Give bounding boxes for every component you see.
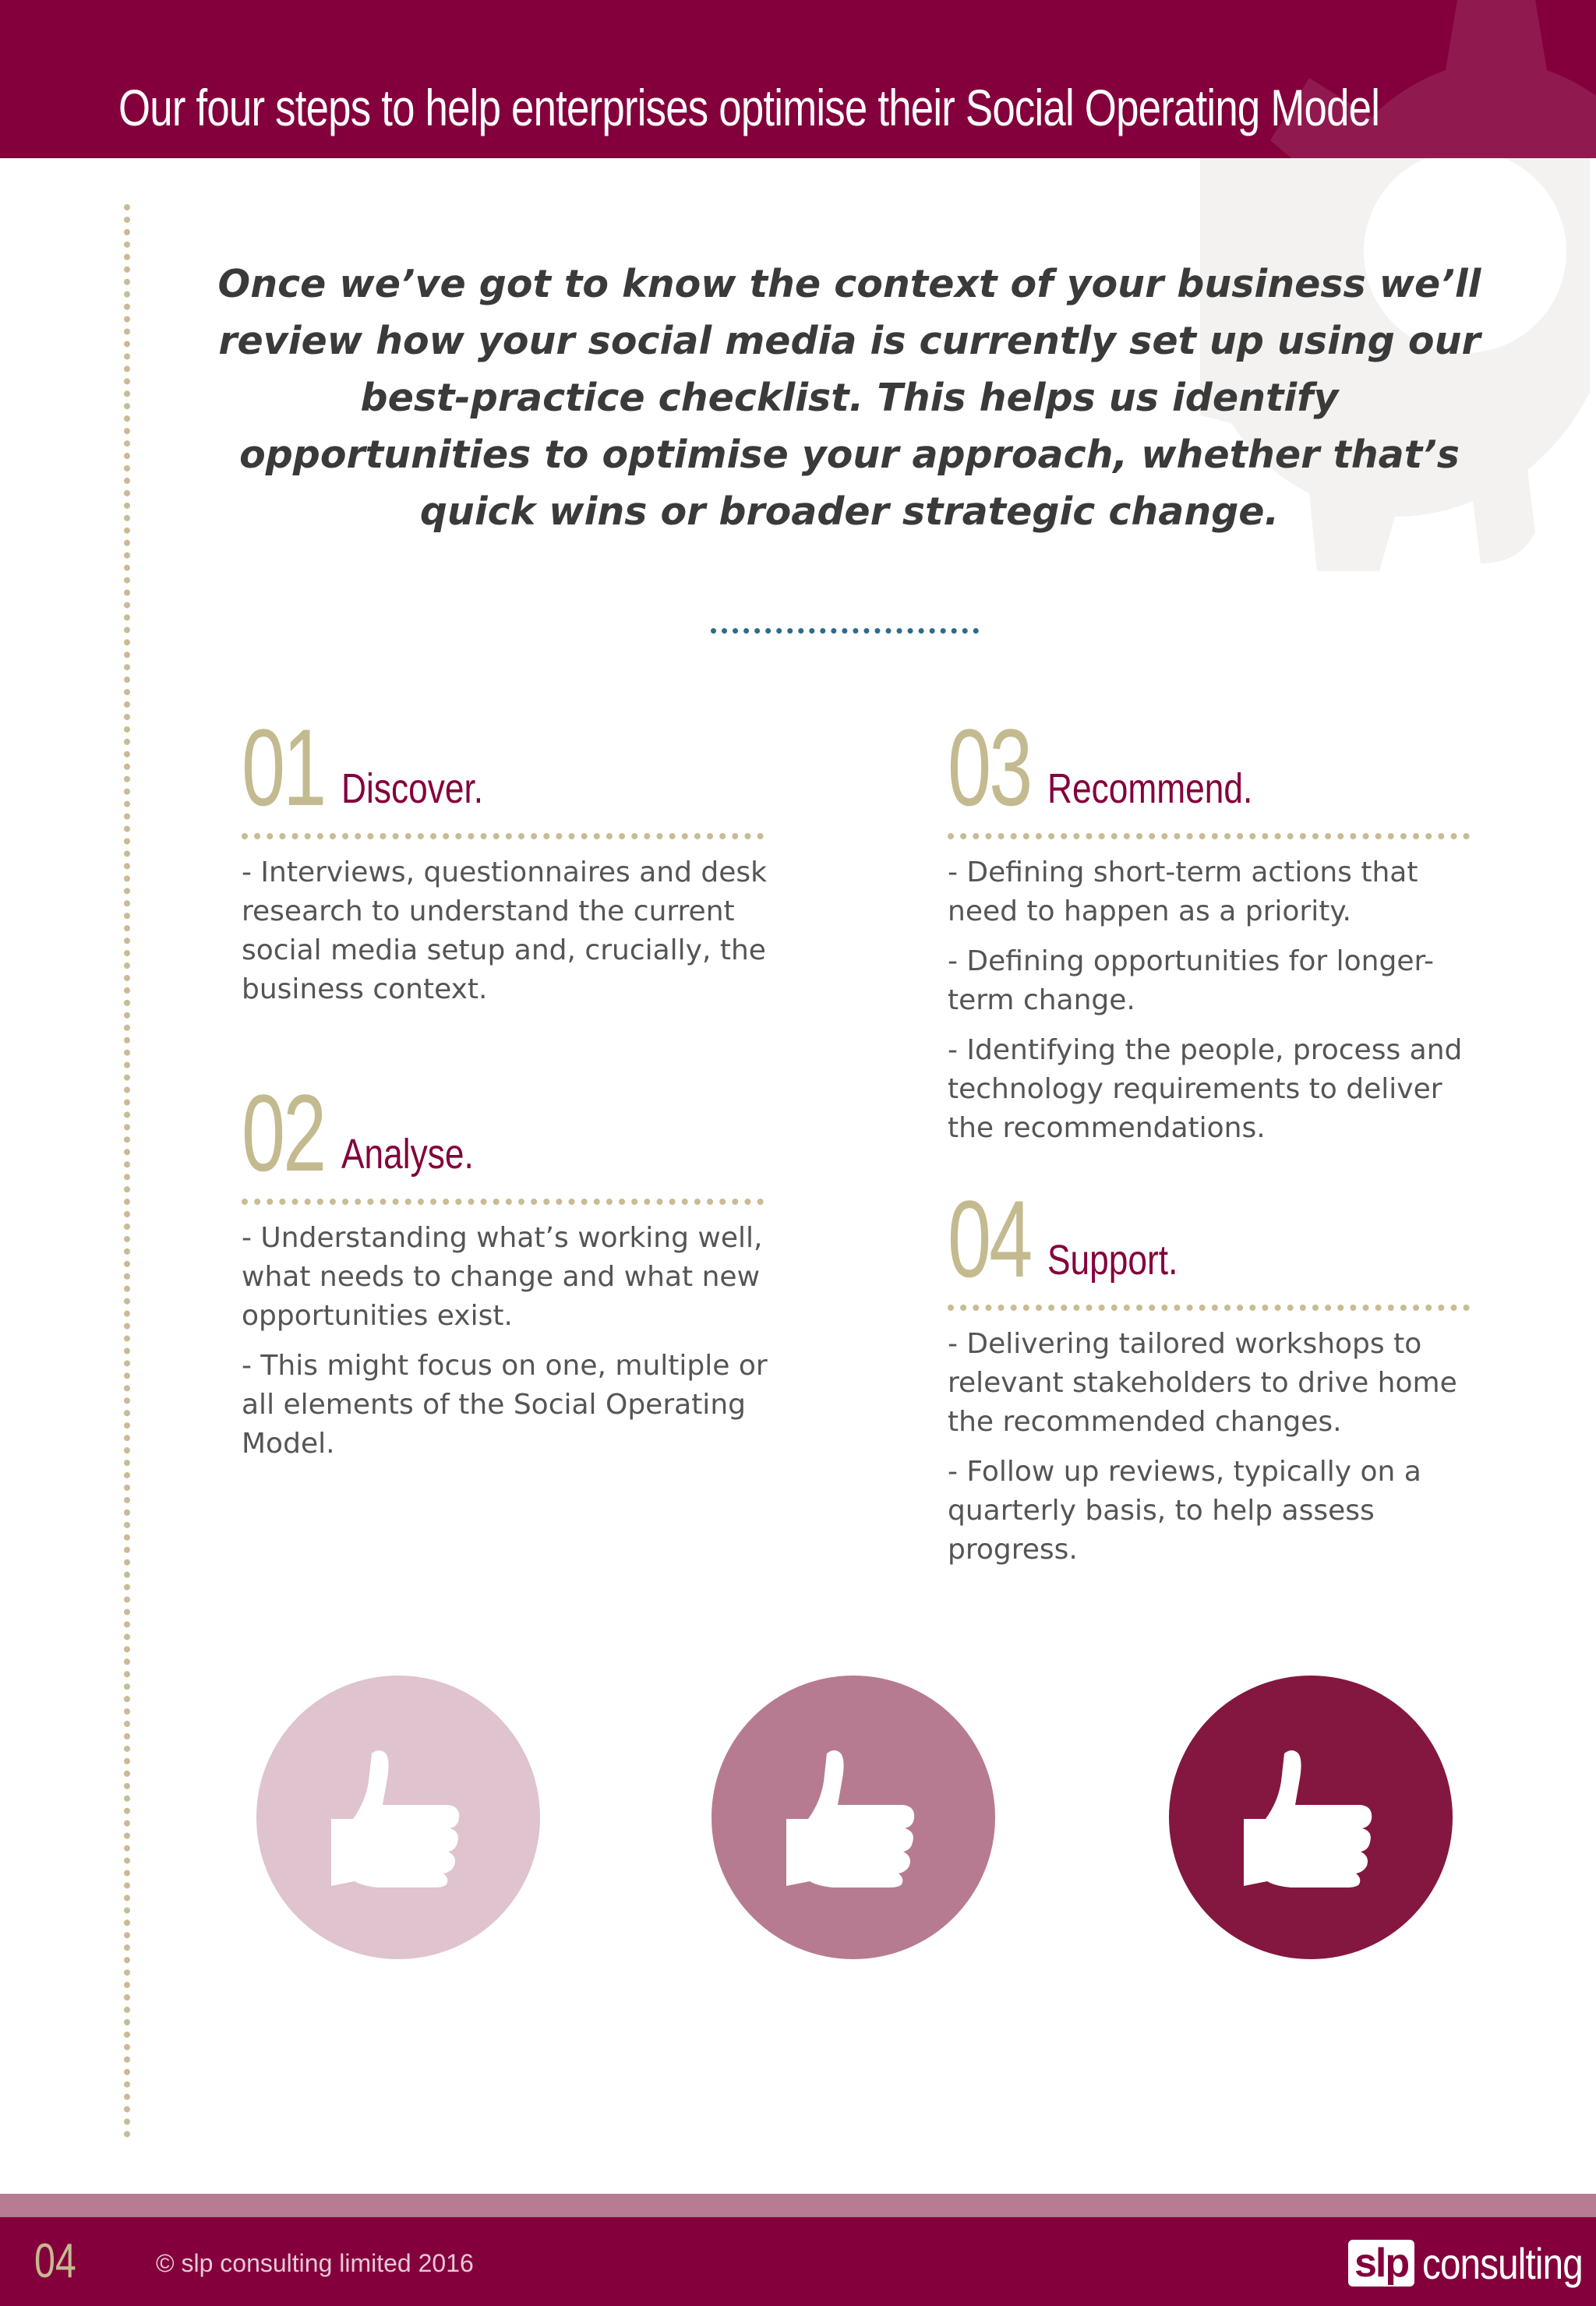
step-analyse [242, 1072, 772, 1474]
copyright-text: © slp consulting limited 2016 [156, 2249, 474, 2277]
slp-consulting-logo [1348, 2238, 1596, 2288]
thumbs-up-circle-dark [1169, 1676, 1453, 1959]
thumbs-up-circle-medium [711, 1676, 995, 1959]
step-title: Support. [1047, 1237, 1178, 1284]
step-paragraph: - Interviews, questionnaires and desk research to understand the current social media setup and, crucially, the business context. [242, 856, 768, 1005]
step-body [948, 853, 1478, 1148]
step-paragraph: - Delivering tailored workshops to relevant stakeholders to drive home the recommended changes. [948, 1328, 1457, 1438]
step-header [948, 706, 1478, 828]
step-paragraph: - Defining short-term actions that need to happen as a priority. [948, 856, 1418, 927]
step-divider [242, 1199, 764, 1205]
step-paragraph: - Identifying the people, process and technology requirements to deliver the recommendations. [948, 1034, 1463, 1144]
step-discover [242, 706, 772, 1020]
step-number: 03 [948, 706, 1031, 828]
step-number: 01 [242, 706, 325, 828]
page-number: 04 [34, 2234, 76, 2288]
footer-stripe [0, 2194, 1596, 2217]
intro-paragraph: Once we’ve got to know the context of your business we’ll review how your social media is currently set up using our best-practice checklist. This helps us identify opportunities to optimise your approach, whether that’s quick wins or broader strategic change. [217, 262, 1481, 534]
left-dotted-rule [124, 204, 130, 2138]
step-recommend [948, 706, 1478, 1159]
step-body [242, 1219, 772, 1464]
step-support [948, 1178, 1478, 1580]
step-number: 04 [948, 1178, 1031, 1300]
step-paragraph: - Understanding what’s working well, what needs to change and what new opportunities exist. [242, 1222, 763, 1332]
step-body [948, 1325, 1478, 1570]
step-paragraph: - Defining opportunities for longer-term change. [948, 945, 1434, 1016]
logo-mark: slp [1348, 2240, 1414, 2287]
header-band [0, 0, 1596, 158]
logo-wordmark: consulting [1422, 2238, 1583, 2288]
step-header [242, 706, 772, 828]
step-header [948, 1178, 1478, 1300]
step-paragraph: - Follow up reviews, typically on a quarterly basis, to help assess progress. [948, 1456, 1421, 1566]
page-title: Our four steps to help enterprises optimise their Social Operating Model [118, 79, 1380, 136]
step-header [242, 1072, 772, 1194]
intro-divider [711, 628, 979, 634]
step-divider [948, 833, 1470, 839]
step-body [242, 853, 772, 1009]
thumbs-up-icon [331, 1747, 465, 1888]
step-title: Discover. [341, 765, 484, 812]
step-number: 02 [242, 1072, 325, 1194]
step-paragraph: - This might focus on one, multiple or all elements of the Social Operating Model. [242, 1350, 768, 1460]
step-divider [242, 833, 764, 839]
thumbs-up-icon [786, 1747, 920, 1888]
step-title: Analyse. [341, 1131, 474, 1178]
step-divider [948, 1305, 1470, 1311]
thumbs-up-circle-light [256, 1676, 540, 1959]
thumbs-up-icon [1244, 1747, 1378, 1888]
step-title: Recommend. [1047, 765, 1253, 812]
